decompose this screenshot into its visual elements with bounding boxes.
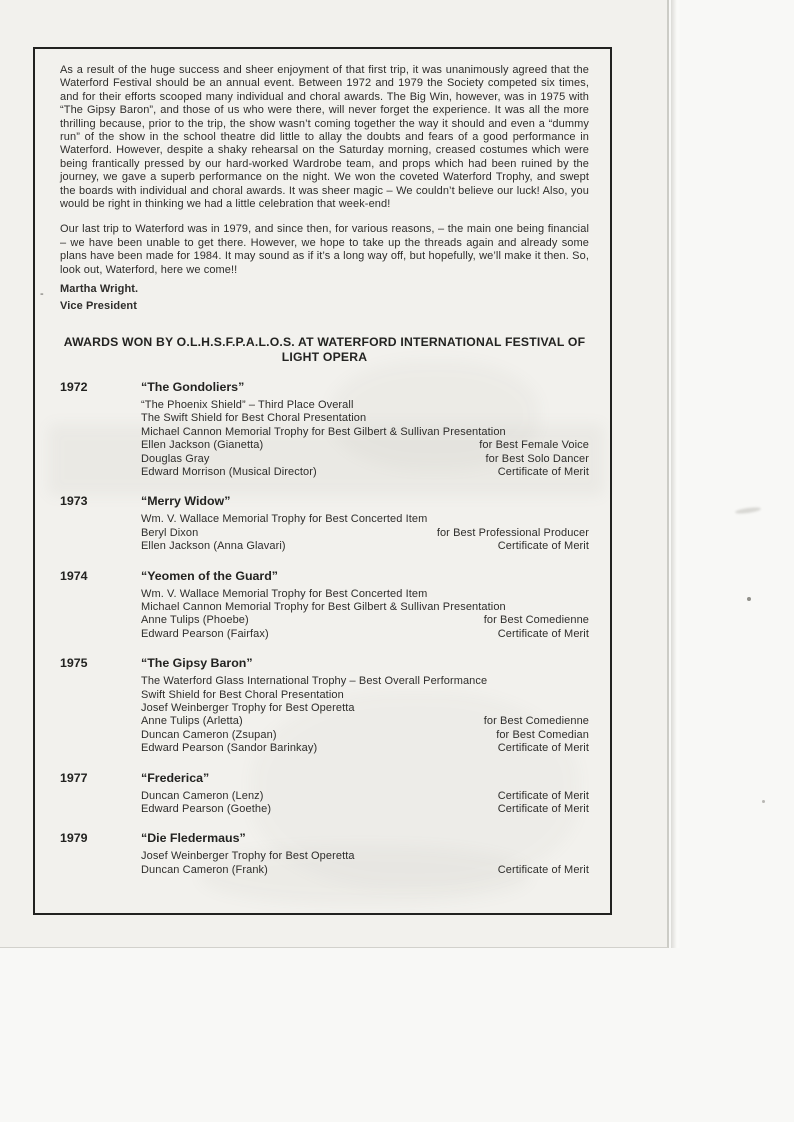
- award-line-right: Certificate of Merit: [497, 540, 589, 553]
- award-entry-body: [141, 494, 589, 553]
- award-line: [141, 702, 589, 715]
- stray-mark-artifact: -: [40, 288, 44, 300]
- letter-paragraph-2: Our last trip to Waterford was in 1979, and since then, for various reasons, – the main one being financial – we have been unable to get there. However, we hope to take up the threads again and already some plans have been made for 1984. It may sound as if it’s a long way off, but hopefully, we’ll make it then. So, look out, Waterford, here we come!!: [60, 223, 589, 276]
- award-line-left: Duncan Cameron (Lenz): [141, 789, 264, 802]
- award-line-left: Beryl Dixon: [141, 526, 199, 539]
- award-line-right: for Best Comedian: [496, 728, 589, 741]
- award-line-left: Ellen Jackson (Anna Glavari): [141, 540, 286, 553]
- award-line: [141, 729, 589, 742]
- award-line: [141, 601, 589, 614]
- page-edge-crease: [671, 0, 681, 948]
- awards-heading-line-1: AWARDS WON BY O.L.H.S.F.P.A.L.O.S. AT WATERFORD INTERNATIONAL FESTIVAL OF: [63, 334, 586, 349]
- award-show-title: “Die Fledermaus”: [141, 831, 246, 846]
- award-line: [141, 715, 589, 728]
- award-line: [141, 675, 589, 688]
- award-line: [141, 439, 589, 452]
- award-show-title: “Yeomen of the Guard”: [141, 568, 279, 583]
- award-line-right: Certificate of Merit: [497, 465, 589, 478]
- award-line-left: The Swift Shield for Best Choral Presentation: [141, 412, 367, 425]
- award-line: [141, 850, 589, 863]
- award-line-left: Josef Weinberger Trophy for Best Operetta: [141, 850, 355, 863]
- award-line-right: for Best Comedienne: [483, 715, 589, 728]
- award-entry-1975: [60, 656, 589, 755]
- award-line-right: Certificate of Merit: [497, 789, 589, 802]
- award-show-title: “The Gipsy Baron”: [141, 656, 253, 671]
- award-line: [141, 540, 589, 553]
- award-entry-body: [141, 569, 589, 642]
- awards-heading: [60, 335, 589, 365]
- award-line-left: Edward Pearson (Fairfax): [141, 627, 269, 640]
- award-line: [141, 628, 589, 641]
- award-year: 1974: [60, 568, 88, 583]
- award-line-left: Anne Tulips (Phoebe): [141, 614, 249, 627]
- signature-block: [60, 283, 589, 313]
- award-line-left: Edward Morrison (Musical Director): [141, 465, 317, 478]
- award-line-left: Edward Pearson (Goethe): [141, 803, 272, 816]
- award-line-left: Swift Shield for Best Choral Presentation: [141, 688, 344, 701]
- award-line: [141, 864, 589, 877]
- award-line: [141, 466, 589, 479]
- letter-section: [60, 64, 589, 313]
- award-year: 1972: [60, 379, 88, 394]
- award-line-left: Michael Cannon Memorial Trophy for Best Gilbert & Sullivan Presentation: [141, 425, 506, 438]
- awards-heading-line-2: LIGHT OPERA: [281, 349, 368, 364]
- letter-paragraph-1: As a result of the huge success and sheer enjoyment of that first trip, it was unanimously agreed that the Waterford Festival should be an annual event. Between 1972 and 1979 the Society competed six times, and for their efforts scooped many individual and choral awards. The Big Win, however, was in 1975 with “The Gipsy Baron”, and those of us who were there, will never forget the experience. It was all the more thrilling because, prior to the trip, the show wasn’t coming together the way it should and even a “dummy run” of the show in the school theatre did little to allay the doubts and fears of a good performance in Waterford. However, despite a shaky rehearsal on the Saturday morning, creased costumes which were being frantically pressed by our hard-worked Wardrobe team, and props which had been ruined by the journey, we gave a superb performance on the night. We won the coveted Waterford Trophy, and swept the boards with individual and choral awards. It was sheer magic – We couldn’t believe our luck! Also, you would be right in thinking we had a little celebration that week-end!: [60, 64, 589, 211]
- award-line-left: “The Phoenix Shield” – Third Place Overall: [141, 398, 354, 411]
- scan-speck: [747, 597, 751, 601]
- signature-title: Vice President: [60, 299, 138, 312]
- award-line-left: Anne Tulips (Arletta): [141, 715, 243, 728]
- award-line-right: Certificate of Merit: [497, 863, 589, 876]
- award-entry-1977: [60, 771, 589, 817]
- award-year: 1979: [60, 831, 88, 846]
- award-line-left: Ellen Jackson (Gianetta): [141, 439, 264, 452]
- award-line-left: Edward Pearson (Sandor Barinkay): [141, 742, 318, 755]
- award-entry-body: [141, 380, 589, 479]
- award-line-left: Josef Weinberger Trophy for Best Operetta: [141, 702, 355, 714]
- award-line: [141, 790, 589, 803]
- award-line-right: Certificate of Merit: [497, 627, 589, 640]
- award-line-right: for Best Professional Producer: [436, 526, 589, 539]
- award-year: 1975: [60, 656, 88, 671]
- award-line-right: for Best Female Voice: [479, 439, 589, 452]
- award-entry-1979: [60, 831, 589, 877]
- award-entry-body: [141, 831, 589, 877]
- award-line: [141, 399, 589, 412]
- award-line: [141, 412, 589, 425]
- signature-name: Martha Wright.: [60, 283, 139, 296]
- award-show-title: “Merry Widow”: [141, 494, 231, 509]
- award-entry-1972: [60, 380, 589, 479]
- award-line-right: for Best Comedienne: [483, 614, 589, 627]
- award-line-left: Duncan Cameron (Zsupan): [141, 728, 277, 741]
- award-line-right: for Best Solo Dancer: [485, 452, 589, 465]
- award-line: [141, 588, 589, 601]
- award-line-left: The Waterford Glass International Trophy – Best Overall Performance: [141, 675, 488, 688]
- award-entry-1973: [60, 494, 589, 553]
- award-line-left: Douglas Gray: [141, 452, 210, 465]
- award-line-right: Certificate of Merit: [497, 803, 589, 816]
- award-show-title: “Frederica”: [141, 770, 210, 785]
- scan-speck: [762, 800, 765, 803]
- award-line-left: Michael Cannon Memorial Trophy for Best Gilbert & Sullivan Presentation: [141, 600, 506, 613]
- award-line-right: Certificate of Merit: [497, 742, 589, 755]
- award-line: [141, 614, 589, 627]
- award-line: [141, 426, 589, 439]
- award-line-left: Wm. V. Wallace Memorial Trophy for Best Concerted Item: [141, 513, 428, 526]
- award-line: [141, 742, 589, 755]
- award-entry-body: [141, 771, 589, 817]
- award-line: [141, 513, 589, 526]
- award-entry-1974: [60, 569, 589, 642]
- award-line: [141, 689, 589, 702]
- award-year: 1977: [60, 770, 88, 785]
- award-entry-body: [141, 656, 589, 755]
- award-line: [141, 803, 589, 816]
- award-line-left: Wm. V. Wallace Memorial Trophy for Best Concerted Item: [141, 587, 428, 600]
- award-line: [141, 453, 589, 466]
- page-frame: [33, 47, 612, 915]
- award-year: 1973: [60, 494, 88, 509]
- award-line: [141, 527, 589, 540]
- scan-smudge: [735, 506, 761, 515]
- award-line-left: Duncan Cameron (Frank): [141, 863, 268, 876]
- award-show-title: “The Gondoliers”: [141, 379, 245, 394]
